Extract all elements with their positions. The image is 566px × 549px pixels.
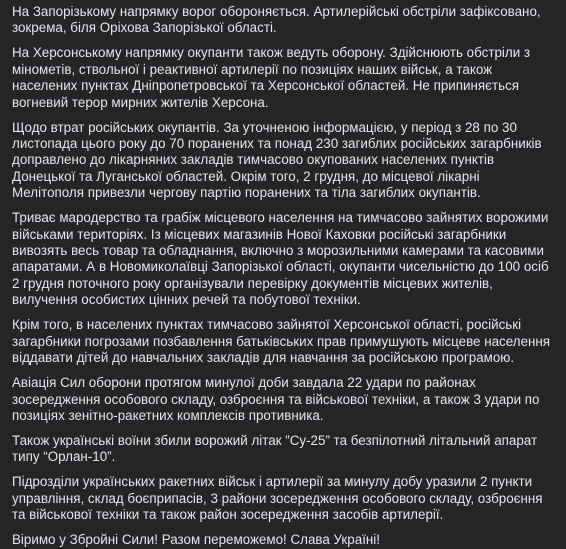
- paragraph-artillery: Підрозділи українських ракетних військ і артилерії за минулу добу уразили 2 пункти управління, склад боєприпасів, 3 райони зосередження особового складу, озброєння та військової техніки та також район зосередження засобів артилерії.: [12, 474, 543, 523]
- paragraph-aviation: Авіація Сил оборони протягом минулої доби завдала 22 удари по районах зосередження особового складу, озброєння та військової техніки, а також 3 удари по позиціях зенітно-ракетних комплексів противника.: [12, 375, 540, 423]
- paragraph-kherson: На Херсонському напрямку окупанти також ведуть оборону. Здійснюють обстріли з мінометів, ствольної і реактивної артилерії по позиціях наших військ, а також населених пунктах Дніпропетровської та Херсонської областей. Не припиняється вогневий терор мирних жителів Херсона.: [12, 45, 531, 110]
- paragraph-schools: Крім того, в населених пунктах тимчасово зайнятої Херсонської області, російські загарбники погрозами позбавлення батьківських прав примушують місцеве населення віддавати дітей до навчальних закладів для навчання за російською програмою.: [12, 317, 551, 366]
- paragraph-closing: Віримо у Збройні Сили! Разом переможемо! Слава Україні!: [12, 532, 380, 548]
- paragraph-losses: Щодо втрат російських окупантів. За уточненою інформацією, у період з 28 по 30 листопада цього року до 70 поранених та понад 230 загиблих російських загарбників доправлено до лікарняних закладів тимчасово окупованих населених пунктів Донецької та Луганської областей. Окрім того, 2 грудня, до місцевої лікарні Мелітополя привезли чергову партію поранених та тіла загиблих окупантів.: [12, 119, 542, 201]
- paragraph-looting: Триває мародерство та грабіж місцевого населення на тимчасово зайнятих ворожими військами територіях. Із місцевих магазинів Нової Каховки російські загарбники вивозять весь товар та обладнання, включно з морозильними камерами та касовими апаратами. А в Новомиколаївці Запорізької області, окупанти чисельністю до 100 осіб 2 грудня поточного року організували перевірку документів місцевих жителів, вилучення особистих цінних речей та побутової техніки.: [12, 210, 549, 308]
- paragraph-shootdown: Також українські воїни збили ворожий літак ”Су-25” та безпілотний літальний апарат типу “Орлан-10”.: [12, 432, 538, 465]
- paragraph-zaporizhzhia: На Запорізькому напрямку ворог обороняється. Артилерійські обстріли зафіксовано, зокрема, біля Оріхова Запорізької області.: [12, 4, 541, 36]
